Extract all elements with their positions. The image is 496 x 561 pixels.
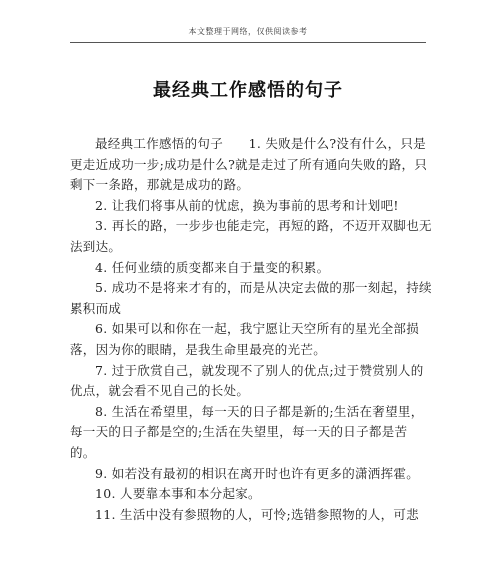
- header-note: 本文整理于网络，仅供阅读参考: [188, 27, 308, 36]
- paragraph: 最经典工作感悟的句子 1. 失败是什么?没有什么，只是更走近成功一步;成功是什么?就是走过了所有通向失败的路，只剩下一条路，那就是成功的路。: [70, 136, 428, 193]
- paragraph: 3. 再长的路，一步步也能走完，再短的路，不迈开双脚也无法到达。: [70, 218, 432, 254]
- paragraph: 5. 成功不是将来才有的，而是从决定去做的那一刻起，持续累积而成: [70, 280, 432, 316]
- document-title: 最经典工作感悟的句子: [153, 80, 343, 101]
- paragraph: 11. 生活中没有参照物的人，可怜;选错参照物的人，可悲: [95, 506, 419, 522]
- paragraph: 6. 如果可以和你在一起，我宁愿让天空所有的星光全部损落，因为你的眼睛，是我生命里最亮的光芒。: [70, 321, 420, 357]
- document-body: [70, 134, 432, 525]
- paragraph: 7. 过于欣赏自己，就发现不了别人的优点;过于赞赏别人的优点，就会看不见自己的长处。: [70, 362, 424, 399]
- paragraph: 2. 让我们将事从前的忧虑，换为事前的思考和计划吧!: [95, 197, 399, 213]
- paragraph: 8. 生活在希望里，每一天的日子都是新的;生活在奢望里，每一天的日子都是空的;生活在失望里，每一天的日子都是苦的。: [70, 403, 424, 460]
- paragraph: 10. 人要靠本事和本分起家。: [95, 486, 261, 502]
- paragraph: 4. 任何业绩的质变都来自于量变的积累。: [95, 259, 330, 275]
- paragraph: 9. 如若没有最初的相识在离开时也许有更多的潇洒挥霍。: [95, 465, 420, 481]
- header-divider: [70, 42, 426, 43]
